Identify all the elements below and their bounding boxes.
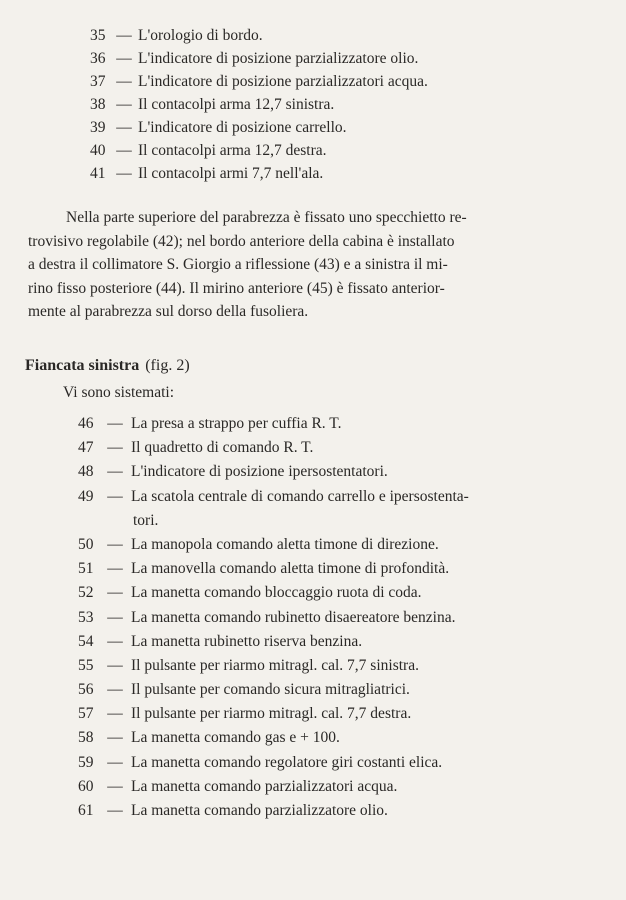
item-text: La manetta comando parzializzatori acqua. [131, 777, 398, 795]
item-text: Il pulsante per riarmo mitragl. cal. 7,7 sinistra. [131, 656, 419, 674]
item-number: 55 [78, 656, 94, 674]
item-number: 38 [90, 96, 106, 113]
list-item [78, 726, 598, 750]
item-dash: — [107, 560, 123, 578]
item-number: 40 [90, 142, 106, 159]
item-text: La manetta comando regolatore giri costanti elica. [131, 753, 443, 771]
item-text: La manetta comando gas e + 100. [131, 729, 340, 747]
list-item [78, 630, 598, 654]
list-item [90, 116, 610, 139]
item-number: 47 [78, 439, 94, 457]
item-dash: — [107, 487, 123, 505]
item-text: Il contacolpi arma 12,7 sinistra. [138, 96, 335, 113]
item-dash: — [107, 463, 123, 481]
item-text: Il pulsante per riarmo mitragl. cal. 7,7 destra. [131, 705, 412, 723]
item-number: 50 [78, 535, 94, 553]
list-item [78, 581, 598, 605]
item-text: La manetta comando rubinetto disaereatore benzina. [131, 608, 456, 626]
item-number: 46 [78, 415, 94, 432]
list-item [78, 533, 598, 557]
list-item [78, 485, 598, 509]
item-number: 53 [78, 608, 94, 626]
list-item [78, 775, 598, 799]
item-number: 35 [90, 27, 106, 44]
item-number: 58 [78, 729, 94, 747]
item-dash: — [107, 632, 123, 650]
windshield-paragraph [28, 206, 596, 324]
item-number: 60 [78, 777, 94, 795]
item-dash: — [107, 415, 123, 432]
item-number: 57 [78, 705, 94, 723]
item-text: tori. [133, 511, 159, 529]
item-dash: — [107, 729, 123, 747]
paragraph-line: mente al parabrezza sul dorso della fusoliera. [28, 303, 309, 320]
item-text: La manetta comando parzializzatore olio. [131, 802, 388, 819]
item-dash: — [107, 705, 123, 723]
item-text: L'indicatore di posizione ipersostentatori. [131, 463, 388, 481]
item-number: 41 [90, 165, 106, 182]
item-dash: — [107, 535, 123, 553]
item-text: Il contacolpi armi 7,7 nell'ala. [138, 165, 324, 182]
item-number: 59 [78, 753, 94, 771]
item-dash: — [116, 27, 132, 44]
item-text: La presa a strappo per cuffia R. T. [131, 415, 342, 432]
item-text: L'orologio di bordo. [138, 27, 263, 44]
list-item [78, 751, 598, 775]
item-text: L'indicatore di posizione carrello. [138, 119, 347, 136]
item-dash: — [107, 777, 123, 795]
item-dash: — [107, 681, 123, 699]
list-item [78, 412, 598, 436]
section-heading [25, 357, 190, 375]
list-item [78, 460, 598, 484]
item-dash: — [107, 656, 123, 674]
item-text: La manetta comando bloccaggio ruota di coda. [131, 584, 422, 602]
item-text: L'indicatore di posizione parzializzatori acqua. [138, 73, 428, 90]
item-dash: — [107, 802, 123, 819]
item-text: Il contacolpi arma 12,7 destra. [138, 142, 327, 159]
list-item [90, 162, 610, 185]
item-number: 39 [90, 119, 106, 136]
list-item [78, 702, 598, 726]
item-text: Il pulsante per comando sicura mitragliatrici. [131, 681, 410, 699]
item-dash: — [116, 50, 132, 67]
paragraph-line: rino fisso posteriore (44). Il mirino anteriore (45) è fissato anterior- [28, 279, 445, 297]
list-item [78, 799, 598, 823]
item-number: 36 [90, 50, 106, 67]
list-item [78, 436, 598, 460]
item-text: La scatola centrale di comando carrello e ipersostenta- [131, 487, 469, 505]
section-intro: Vi sono sistemati: [63, 384, 175, 401]
item-number: 37 [90, 73, 106, 90]
figure-reference: (fig. 2) [145, 357, 190, 374]
item-dash: — [116, 165, 132, 182]
list-item-continuation [78, 509, 598, 533]
item-text: La manovella comando aletta timone di profondità. [131, 560, 450, 578]
paragraph-line: trovisivo regolabile (42); nel bordo anteriore della cabina è installato [28, 232, 455, 250]
item-number: 54 [78, 632, 94, 650]
list-item [78, 557, 598, 581]
item-dash: — [116, 73, 132, 90]
instrument-list [90, 24, 610, 185]
item-number: 61 [78, 802, 94, 819]
item-number: 49 [78, 487, 94, 505]
list-item [90, 139, 610, 162]
paragraph-line: a destra il collimatore S. Giorgio a riflessione (43) e a sinistra il mi- [28, 256, 448, 273]
item-dash: — [107, 608, 123, 626]
item-number: 52 [78, 584, 94, 602]
list-item [78, 606, 598, 630]
item-dash: — [116, 142, 132, 159]
item-dash: — [116, 119, 132, 136]
section-title: Fiancata sinistra [25, 357, 140, 374]
paragraph-line: Nella parte superiore del parabrezza è fissato uno specchietto re- [66, 209, 467, 226]
item-number: 56 [78, 681, 94, 699]
list-item [78, 678, 598, 702]
list-item [90, 24, 610, 47]
item-number: 51 [78, 560, 94, 578]
item-number: 48 [78, 463, 94, 481]
list-item [90, 93, 610, 116]
item-dash: — [107, 584, 123, 602]
item-text: La manopola comando aletta timone di direzione. [131, 535, 439, 553]
list-item [90, 47, 610, 70]
item-dash: — [107, 439, 123, 457]
item-text: Il quadretto di comando R. T. [131, 439, 314, 457]
item-dash: — [107, 753, 123, 771]
list-item [90, 70, 610, 93]
list-item [78, 654, 598, 678]
left-side-list [78, 412, 598, 823]
item-text: L'indicatore di posizione parzializzatore olio. [138, 50, 419, 67]
item-text: La manetta rubinetto riserva benzina. [131, 632, 363, 650]
item-dash: — [116, 96, 132, 113]
